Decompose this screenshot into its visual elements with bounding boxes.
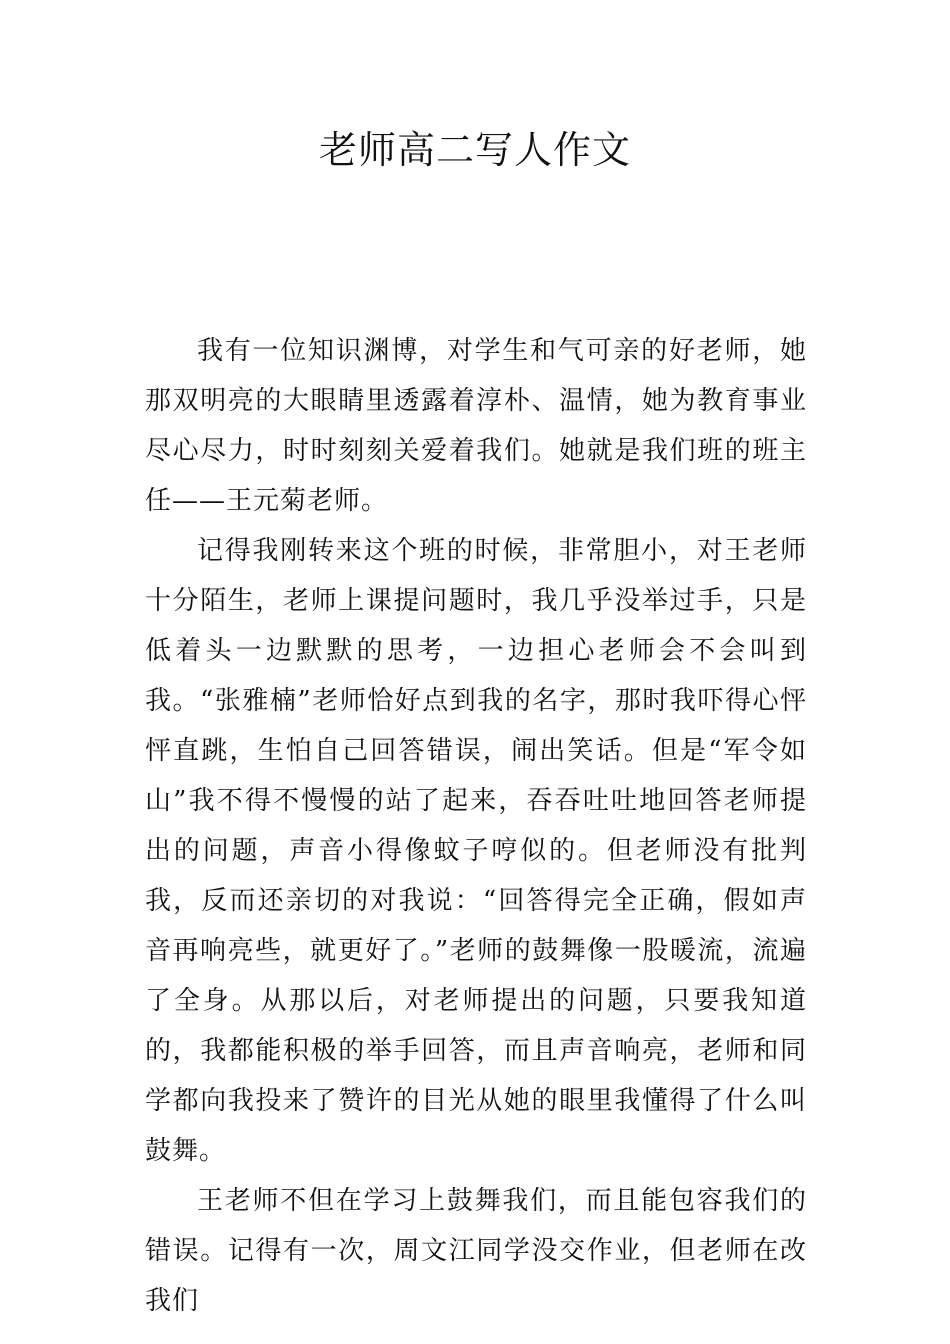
- document-body: [145, 326, 807, 1326]
- paragraph-1: 我有一位知识渊博，对学生和气可亲的好老师，她那双明亮的大眼睛里透露着淳朴、温情，她为教育事业尽心尽力，时时刻刻关爱着我们。她就是我们班的班主任——王元菊老师。: [145, 336, 807, 516]
- paragraph-2: 记得我刚转来这个班的时候，非常胆小，对王老师十分陌生，老师上课提问题时，我几乎没举过手，只是低着头一边默默的思考，一边担心老师会不会叫到我。“张雅楠”老师恰好点到我的名字，那时我吓得心怦怦直跳，生怕自己回答错误，闹出笑话。但是“军令如山”我不得不慢慢的站了起来，吞吞吐吐地回答老师提出的问题，声音小得像蚊子哼似的。但老师没有批判我，反而还亲切的对我说：“回答得完全正确，假如声音再响亮些，就更好了。”老师的鼓舞像一股暖流，流遍了全身。从那以后，对老师提出的问题，只要我知道的，我都能积极的举手回答，而且声音响亮，老师和同学都向我投来了赞许的目光从她的眼里我懂得了什么叫鼓舞。: [145, 536, 807, 1166]
- paragraph-3: 王老师不但在学习上鼓舞我们，而且能包容我们的错误。记得有一次，周文江同学没交作业，但老师在改我们: [145, 1186, 807, 1316]
- document-title: 老师高二写人作文: [318, 128, 631, 172]
